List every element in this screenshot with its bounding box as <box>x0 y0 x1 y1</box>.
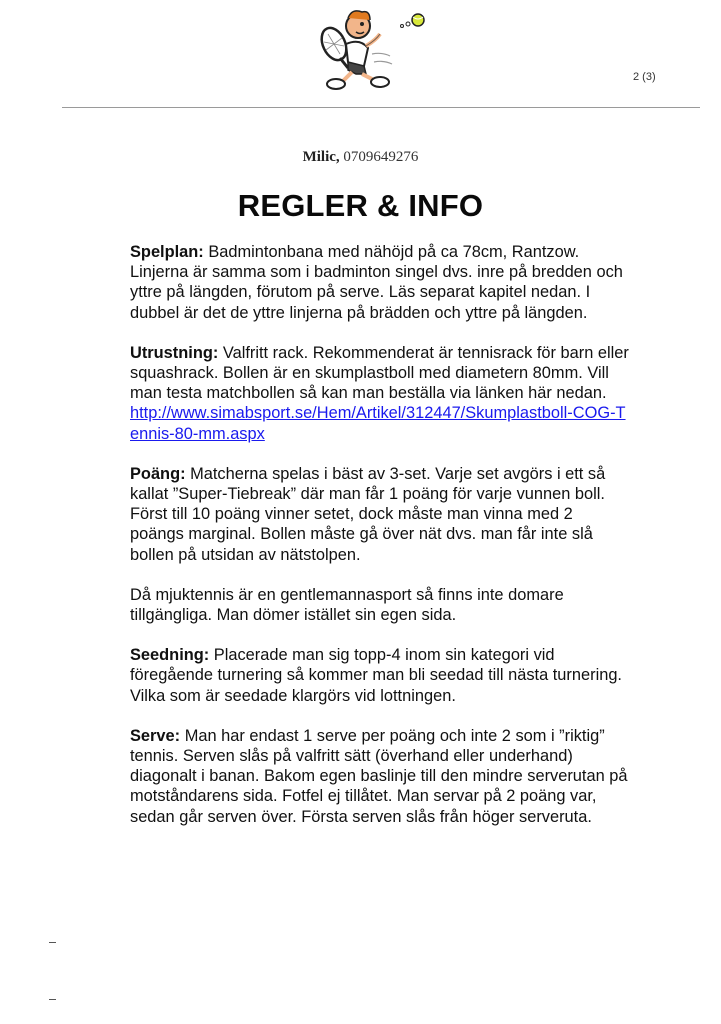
section-text: Valfritt rack. Rekommenderat är tennisrack för barn eller squashrack. Bollen är en skumplastboll med diametern 80mm. Vill man testa matchbollen så kan man beställa via länken här nedan. <box>130 343 629 403</box>
header-divider <box>62 107 700 108</box>
section-text: Matcherna spelas i bäst av 3-set. Varje set avgörs i ett så kallat ”Super-Tiebreak” där man får 1 poäng för varje vunnen boll. Först till 10 poäng vinner setet, dock måste man vinna med 2 poängs marginal. Bollen måste gå över nät dvs. man får inte slå bollen på utsidan av nätstolpen. <box>130 464 606 564</box>
section-label: Poäng: <box>130 464 186 483</box>
section-serve <box>130 726 630 827</box>
section-poang <box>130 464 630 565</box>
page-title: REGLER & INFO <box>237 188 484 223</box>
section-seedning <box>130 645 630 706</box>
tennis-player-cartoon-icon <box>312 4 432 90</box>
section-gentleman <box>130 585 630 625</box>
section-text: Man har endast 1 serve per poäng och inte 2 som i ”riktig” tennis. Serven slås på valfritt sätt (överhand eller underhand) diagonalt i banan. Bakom egen baslinje till den mindre serverutan på motståndarens sida. Fotfel ej tillåtet. Man servar på 2 poäng var, sedan går serven över. Första serven slås från höger serveruta. <box>130 726 628 826</box>
section-spelplan <box>130 242 630 323</box>
product-link[interactable]: http://www.simabsport.se/Hem/Artikel/312447/Skumplastboll-COG-Tennis-80-mm.aspx <box>130 404 626 443</box>
section-label: Utrustning: <box>130 343 219 362</box>
section-text: Placerade man sig topp-4 inom sin kategori vid föregående turnering så kommer man bli seedad till nästa turnering. Vilka som är seedade klargörs vid lottningen. <box>130 646 622 705</box>
margin-mark <box>49 942 56 943</box>
author-name: Milic, <box>302 149 340 165</box>
section-text: Då mjuktennis är en gentlemannasport så finns inte domare tillgängliga. Man dömer istället sin egen sida. <box>130 585 564 625</box>
document-body <box>130 242 630 847</box>
section-label: Seedning: <box>130 646 210 665</box>
author-phone: 0709649276 <box>343 149 419 165</box>
section-label: Spelplan: <box>130 243 204 261</box>
author-line <box>0 149 721 166</box>
margin-mark <box>49 999 56 1000</box>
section-utrustning <box>130 343 630 444</box>
section-text: Badmintonbana med nähöjd på ca 78cm, Rantzow. Linjerna är samma som i badminton singel dvs. inre på bredden och yttre på längden, förutom på serve. Läs separat kapitel nedan. I dubbel är det de yttre linjerna på brädden och yttre på längden. <box>130 243 623 322</box>
section-label: Serve: <box>130 726 181 745</box>
page-number: 2 (3) <box>633 71 656 83</box>
